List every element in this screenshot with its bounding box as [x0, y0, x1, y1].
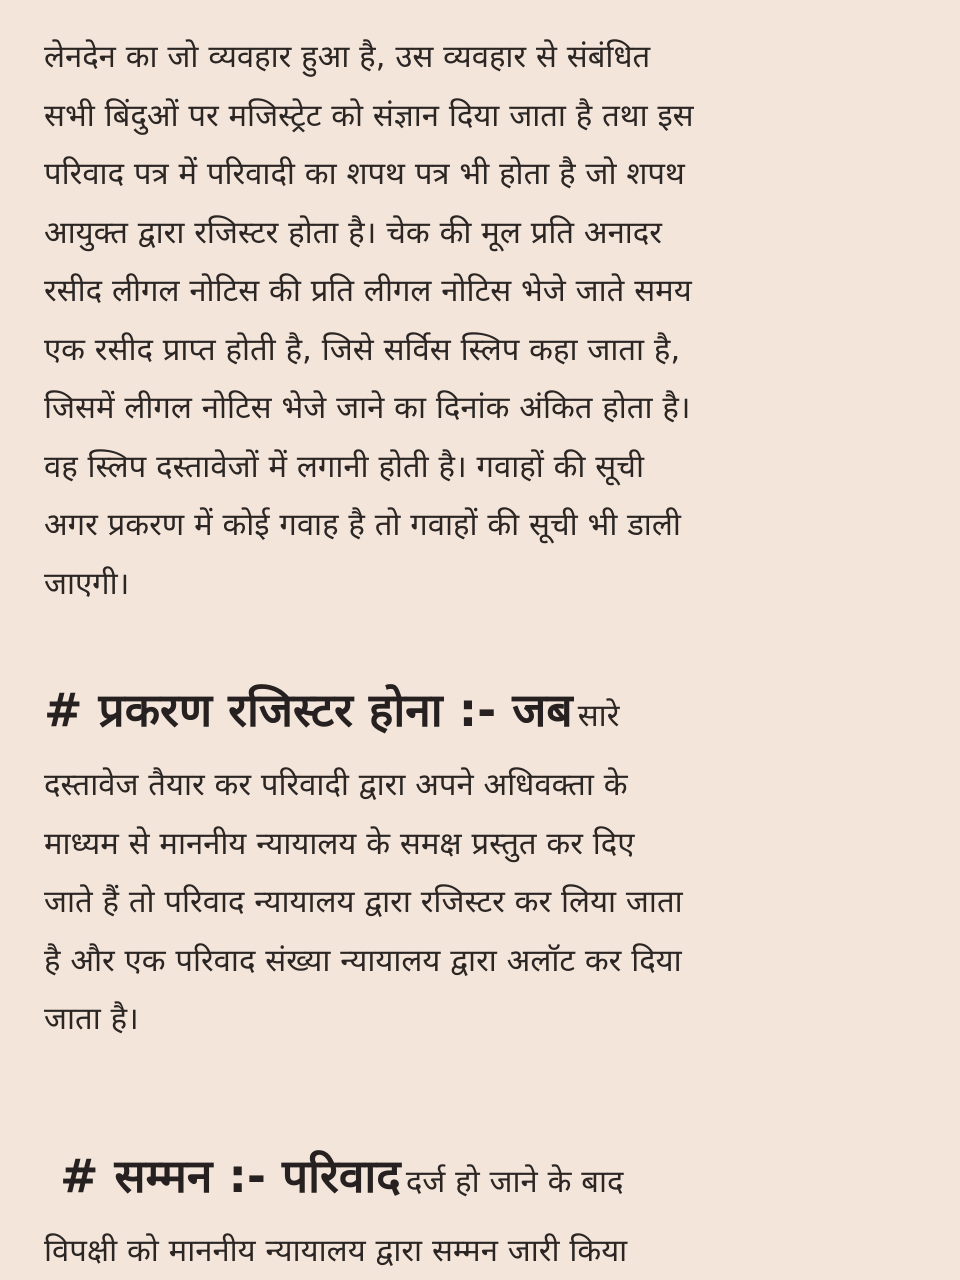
section-case-registration — [44, 675, 916, 1049]
section-summons — [44, 1141, 916, 1280]
intro-line: परिवाद पत्र में परिवादी का शपथ पत्र भी होता है जो शपथ — [44, 156, 685, 192]
intro-line: सभी बिंदुओं पर मजिस्ट्रेट को संज्ञान दिया जाता है तथा इस — [44, 97, 694, 134]
section-heading: # सम्मन :- परिवाद — [60, 1148, 401, 1203]
section-line: विपक्षी को माननीय न्यायालय द्वारा सम्मन जारी किया — [44, 1232, 628, 1269]
intro-line: लेनदेन का जो व्यवहार हुआ है, उस व्यवहार से संबंधित — [44, 39, 651, 75]
section-line: है और एक परिवाद संख्या न्यायालय द्वारा अलॉट कर दिया — [44, 942, 682, 979]
section-heading-continuation: सारे — [577, 698, 620, 734]
intro-line: अगर प्रकरण में कोई गवाह है तो गवाहों की सूची भी डाली — [44, 507, 681, 543]
intro-line: जिसमें लीगल नोटिस भेजे जाने का दिनांक अंकित होता है। — [44, 390, 691, 426]
intro-paragraph — [44, 28, 916, 613]
intro-line: आयुक्त द्वारा रजिस्टर होता है। चेक की मूल प्रति अनादर — [44, 214, 662, 251]
section-line: जाता है। — [44, 1001, 139, 1037]
section-heading: # प्रकरण रजिस्टर होना :- जब — [44, 683, 573, 737]
section-heading-continuation: दर्ज हो जाने के बाद — [405, 1163, 624, 1200]
section-line: दस्तावेज तैयार कर परिवादी द्वारा अपने अधिवक्ता के — [44, 767, 628, 803]
section-paragraph — [44, 1222, 916, 1280]
intro-line: वह स्लिप दस्तावेजों में लगानी होती है। गवाहों की सूची — [44, 448, 644, 485]
intro-line: एक रसीद प्राप्त होती है, जिसे सर्विस स्लिप कहा जाता है, — [44, 331, 681, 368]
section-heading-line — [44, 675, 916, 756]
section-paragraph — [44, 756, 916, 1049]
intro-line: जाएगी। — [44, 565, 130, 602]
section-heading-line — [44, 1141, 916, 1222]
intro-line: रसीद लीगल नोटिस की प्रति लीगल नोटिस भेजे जाते समय — [44, 273, 692, 309]
section-line: जाते हैं तो परिवाद न्यायालय द्वारा रजिस्टर कर लिया जाता — [44, 884, 683, 920]
section-line: माध्यम से माननीय न्यायालय के समक्ष प्रस्तुत कर दिए — [44, 825, 635, 862]
